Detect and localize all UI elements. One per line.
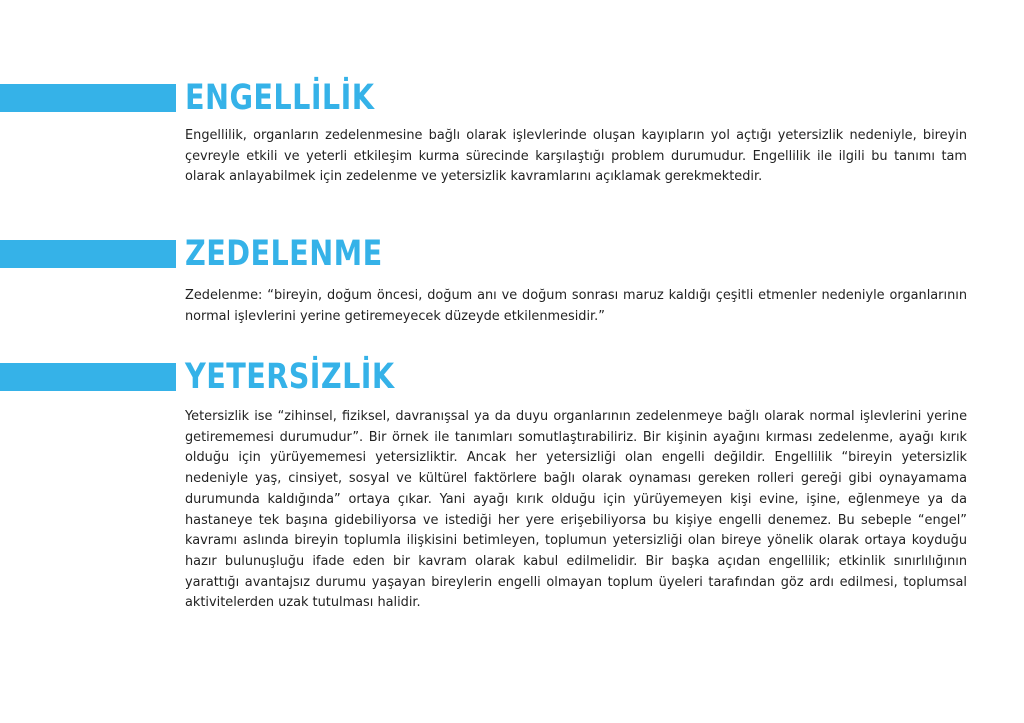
accent-bar	[0, 363, 176, 391]
section-paragraph: Zedelenme: “bireyin, doğum öncesi, doğum anı ve doğum sonrası maruz kaldığı çeşitli etmenler nedeniyle organlarının normal işlevlerini yerine getiremeyecek düzeyde etkilenmesidir.”	[185, 288, 967, 324]
section-heading: YETERSİZLİK	[185, 357, 395, 397]
section-paragraph: Engellilik, organların zedelenmesine bağlı olarak işlevlerinde oluşan kayıpların yol açtığı yetersizlik nedeniyle, bireyin çevreyle etkili ve yeterli etkileşim kurma sürecinde karşılaştığı problem durumudur. Engellilik ile ilgili bu tanımı tam olarak anlayabilmek için zedelenme ve yetersizlik kavramlarını açıklamak gerekmektedir.	[185, 128, 967, 185]
accent-bar	[0, 84, 176, 112]
accent-bar	[0, 240, 176, 268]
section-heading: ZEDELENME	[185, 234, 383, 274]
section-heading: ENGELLİLİK	[185, 78, 375, 118]
section-paragraph: Yetersizlik ise “zihinsel, fiziksel, davranışsal ya da duyu organlarının zedelenmeye bağlı olarak normal işlevlerini yerine getirememesi durumudur”. Bir örnek ile tanımları somutlaştırabiliriz. Bir kişinin ayağını kırması zedelenme, ayağı kırık olduğu için yürüyememesi yetersizliktir. Ancak her yetersizliği olan engelli değildir. Engellilik “bireyin yetersizlik nedeniyle yaş, cinsiyet, sosyal ve kültürel faktörlere bağlı olarak oynaması gereken rolleri gereği gibi oynayamama durumunda kaldığında” ortaya çıkar. Yani ayağı kırık olduğu için yürüyemeyen kişi evine, işine, eğlenmeye ya da hastaneye tek başına gidebiliyorsa ve istediği her yere erişebiliyorsa bu kişiye engelli denemez. Bu sebeple “engel” kavramı aslında bireyin toplumla ilişkisini betimleyen, toplumun yetersizliği olan bireye yönelik olarak ortaya koyduğu hazır bulunuşluğu ifade eden bir kavram olarak kabul edilmelidir. Bir başka açıdan engellilik; etkinlik sınırlılığının yarattığı avantajsız durumu yaşayan bireylerin engelli olmayan toplum üyeleri tarafından göz ardı edilmesi, toplumsal aktivitelerden uzak tutulması halidir.	[185, 409, 967, 611]
